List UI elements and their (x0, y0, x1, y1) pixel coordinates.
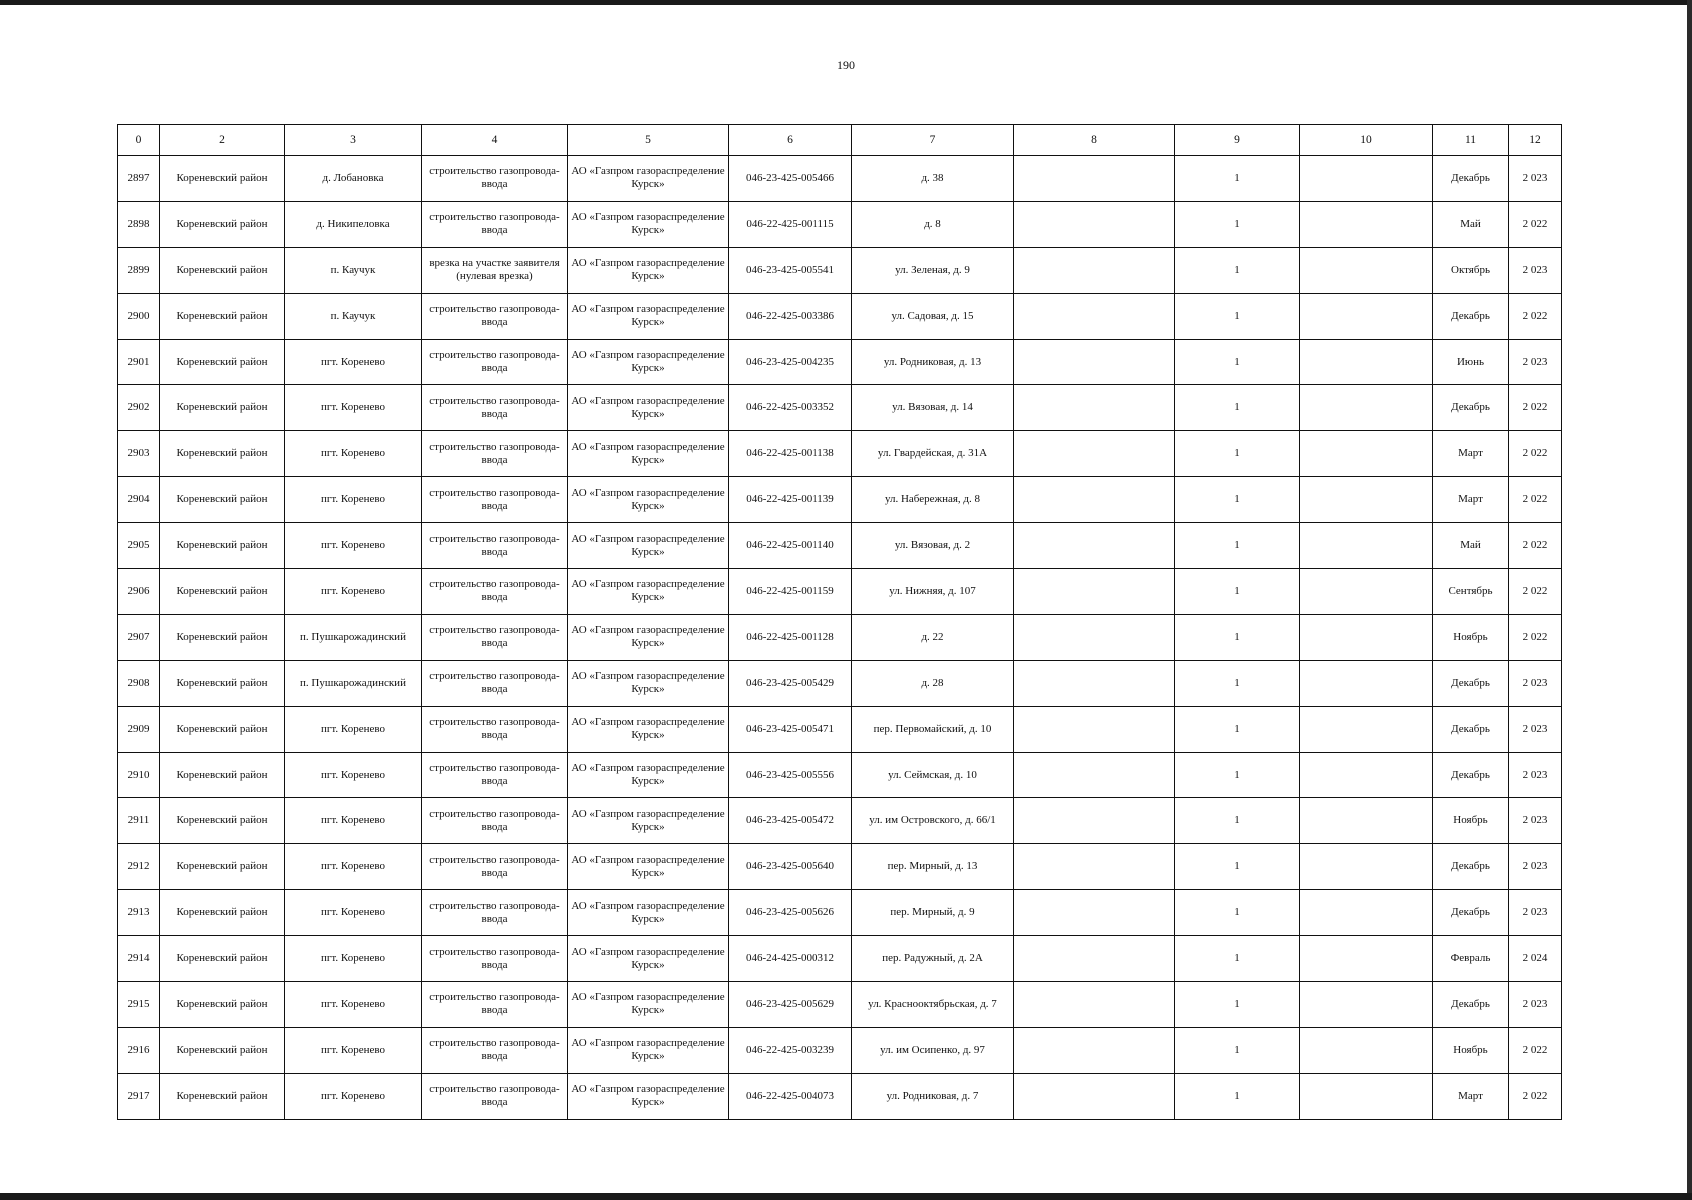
row-number-cell: 2908 (118, 660, 160, 706)
district-cell: Кореневский район (160, 385, 285, 431)
year-cell: 2 022 (1509, 201, 1562, 247)
column-8-cell (1014, 752, 1175, 798)
column-9-cell: 1 (1175, 293, 1300, 339)
table-row (118, 982, 1562, 1028)
column-10-cell (1300, 1073, 1433, 1119)
row-number-cell: 2903 (118, 431, 160, 477)
column-9-cell: 1 (1175, 614, 1300, 660)
work-type-cell: строительство газопровода-ввода (422, 201, 568, 247)
year-cell: 2 023 (1509, 752, 1562, 798)
organization-cell: АО «Газпром газораспределение Курск» (568, 982, 729, 1028)
year-cell: 2 023 (1509, 247, 1562, 293)
address-cell: ул. Садовая, д. 15 (852, 293, 1014, 339)
district-cell: Кореневский район (160, 844, 285, 890)
month-cell: Октябрь (1433, 247, 1509, 293)
table-row (118, 385, 1562, 431)
address-cell: пер. Мирный, д. 13 (852, 844, 1014, 890)
column-header: 2 (160, 125, 285, 156)
month-cell: Декабрь (1433, 385, 1509, 431)
work-type-cell: строительство газопровода-ввода (422, 523, 568, 569)
application-code-cell: 046-22-425-003386 (729, 293, 852, 339)
table-row (118, 614, 1562, 660)
year-cell: 2 023 (1509, 660, 1562, 706)
column-header: 3 (285, 125, 422, 156)
column-8-cell (1014, 982, 1175, 1028)
organization-cell: АО «Газпром газораспределение Курск» (568, 201, 729, 247)
table-row (118, 660, 1562, 706)
address-cell: д. 38 (852, 156, 1014, 202)
locality-cell: пгт. Коренево (285, 385, 422, 431)
district-cell: Кореневский район (160, 156, 285, 202)
row-number-cell: 2912 (118, 844, 160, 890)
year-cell: 2 023 (1509, 798, 1562, 844)
work-type-cell: строительство газопровода-ввода (422, 936, 568, 982)
column-8-cell (1014, 706, 1175, 752)
column-10-cell (1300, 339, 1433, 385)
column-10-cell (1300, 614, 1433, 660)
column-9-cell: 1 (1175, 477, 1300, 523)
application-code-cell: 046-23-425-005472 (729, 798, 852, 844)
district-cell: Кореневский район (160, 752, 285, 798)
work-type-cell: строительство газопровода-ввода (422, 569, 568, 615)
header-row (118, 125, 1562, 156)
column-9-cell: 1 (1175, 982, 1300, 1028)
row-number-cell: 2901 (118, 339, 160, 385)
column-10-cell (1300, 1027, 1433, 1073)
month-cell: Декабрь (1433, 844, 1509, 890)
application-code-cell: 046-24-425-000312 (729, 936, 852, 982)
page-number: 190 (837, 58, 855, 72)
work-type-cell: строительство газопровода-ввода (422, 477, 568, 523)
column-header: 12 (1509, 125, 1562, 156)
address-cell: ул. Гвардейская, д. 31А (852, 431, 1014, 477)
table-row (118, 523, 1562, 569)
year-cell: 2 023 (1509, 982, 1562, 1028)
column-10-cell (1300, 798, 1433, 844)
address-cell: ул. Краснооктябрьская, д. 7 (852, 982, 1014, 1028)
column-header: 10 (1300, 125, 1433, 156)
row-number-cell: 2914 (118, 936, 160, 982)
application-code-cell: 046-22-425-001140 (729, 523, 852, 569)
row-number-cell: 2898 (118, 201, 160, 247)
column-9-cell: 1 (1175, 339, 1300, 385)
row-number-cell: 2909 (118, 706, 160, 752)
organization-cell: АО «Газпром газораспределение Курск» (568, 477, 729, 523)
work-type-cell: строительство газопровода-ввода (422, 431, 568, 477)
district-cell: Кореневский район (160, 982, 285, 1028)
locality-cell: пгт. Коренево (285, 523, 422, 569)
column-9-cell: 1 (1175, 1073, 1300, 1119)
organization-cell: АО «Газпром газораспределение Курск» (568, 1073, 729, 1119)
application-code-cell: 046-22-425-001128 (729, 614, 852, 660)
column-9-cell: 1 (1175, 660, 1300, 706)
month-cell: Май (1433, 201, 1509, 247)
year-cell: 2 022 (1509, 614, 1562, 660)
year-cell: 2 023 (1509, 339, 1562, 385)
row-number-cell: 2910 (118, 752, 160, 798)
row-number-cell: 2913 (118, 890, 160, 936)
table-row (118, 1027, 1562, 1073)
column-10-cell (1300, 844, 1433, 890)
table-row (118, 247, 1562, 293)
column-9-cell: 1 (1175, 247, 1300, 293)
application-code-cell: 046-23-425-005471 (729, 706, 852, 752)
column-8-cell (1014, 798, 1175, 844)
table-row (118, 798, 1562, 844)
organization-cell: АО «Газпром газораспределение Курск» (568, 156, 729, 202)
month-cell: Март (1433, 1073, 1509, 1119)
application-code-cell: 046-23-425-005429 (729, 660, 852, 706)
month-cell: Декабрь (1433, 293, 1509, 339)
month-cell: Декабрь (1433, 660, 1509, 706)
application-code-cell: 046-22-425-003352 (729, 385, 852, 431)
data-table (117, 124, 1562, 1120)
work-type-cell: строительство газопровода-ввода (422, 752, 568, 798)
month-cell: Июнь (1433, 339, 1509, 385)
month-cell: Декабрь (1433, 752, 1509, 798)
application-code-cell: 046-23-425-004235 (729, 339, 852, 385)
column-10-cell (1300, 569, 1433, 615)
column-header: 6 (729, 125, 852, 156)
column-header: 4 (422, 125, 568, 156)
table-row (118, 936, 1562, 982)
column-8-cell (1014, 385, 1175, 431)
row-number-cell: 2900 (118, 293, 160, 339)
scan-edge-bottom (0, 1193, 1692, 1200)
locality-cell: пгт. Коренево (285, 1073, 422, 1119)
table-body (118, 156, 1562, 1120)
locality-cell: пгт. Коренево (285, 982, 422, 1028)
column-8-cell (1014, 844, 1175, 890)
table-row (118, 1073, 1562, 1119)
work-type-cell: строительство газопровода-ввода (422, 982, 568, 1028)
month-cell: Декабрь (1433, 890, 1509, 936)
work-type-cell: строительство газопровода-ввода (422, 890, 568, 936)
address-cell: ул. им Осипенко, д. 97 (852, 1027, 1014, 1073)
table-row (118, 293, 1562, 339)
row-number-cell: 2897 (118, 156, 160, 202)
month-cell: Ноябрь (1433, 1027, 1509, 1073)
address-cell: ул. Набережная, д. 8 (852, 477, 1014, 523)
year-cell: 2 022 (1509, 385, 1562, 431)
column-10-cell (1300, 431, 1433, 477)
column-9-cell: 1 (1175, 523, 1300, 569)
work-type-cell: строительство газопровода-ввода (422, 706, 568, 752)
locality-cell: д. Лобановка (285, 156, 422, 202)
column-8-cell (1014, 660, 1175, 706)
table-row (118, 890, 1562, 936)
address-cell: пер. Радужный, д. 2А (852, 936, 1014, 982)
application-code-cell: 046-23-425-005466 (729, 156, 852, 202)
row-number-cell: 2902 (118, 385, 160, 431)
locality-cell: п. Каучук (285, 293, 422, 339)
table-row (118, 477, 1562, 523)
month-cell: Март (1433, 431, 1509, 477)
column-10-cell (1300, 752, 1433, 798)
district-cell: Кореневский район (160, 569, 285, 615)
address-cell: д. 28 (852, 660, 1014, 706)
column-10-cell (1300, 293, 1433, 339)
organization-cell: АО «Газпром газораспределение Курск» (568, 339, 729, 385)
column-8-cell (1014, 936, 1175, 982)
organization-cell: АО «Газпром газораспределение Курск» (568, 569, 729, 615)
application-code-cell: 046-23-425-005626 (729, 890, 852, 936)
address-cell: ул. Родниковая, д. 7 (852, 1073, 1014, 1119)
locality-cell: пгт. Коренево (285, 890, 422, 936)
organization-cell: АО «Газпром газораспределение Курск» (568, 523, 729, 569)
column-8-cell (1014, 477, 1175, 523)
district-cell: Кореневский район (160, 936, 285, 982)
column-8-cell (1014, 293, 1175, 339)
locality-cell: п. Каучук (285, 247, 422, 293)
row-number-cell: 2905 (118, 523, 160, 569)
column-10-cell (1300, 156, 1433, 202)
month-cell: Сентябрь (1433, 569, 1509, 615)
application-code-cell: 046-22-425-004073 (729, 1073, 852, 1119)
address-cell: ул. Вязовая, д. 14 (852, 385, 1014, 431)
table-row (118, 844, 1562, 890)
district-cell: Кореневский район (160, 706, 285, 752)
application-code-cell: 046-22-425-001138 (729, 431, 852, 477)
work-type-cell: строительство газопровода-ввода (422, 385, 568, 431)
district-cell: Кореневский район (160, 431, 285, 477)
address-cell: ул. им Островского, д. 66/1 (852, 798, 1014, 844)
column-9-cell: 1 (1175, 385, 1300, 431)
column-header: 5 (568, 125, 729, 156)
application-code-cell: 046-23-425-005640 (729, 844, 852, 890)
work-type-cell: строительство газопровода-ввода (422, 614, 568, 660)
work-type-cell: врезка на участке заявителя (нулевая врезка) (422, 247, 568, 293)
organization-cell: АО «Газпром газораспределение Курск» (568, 385, 729, 431)
column-header: 0 (118, 125, 160, 156)
address-cell: пер. Первомайский, д. 10 (852, 706, 1014, 752)
locality-cell: д. Никипеловка (285, 201, 422, 247)
table-row (118, 706, 1562, 752)
organization-cell: АО «Газпром газораспределение Курск» (568, 752, 729, 798)
column-9-cell: 1 (1175, 706, 1300, 752)
year-cell: 2 022 (1509, 569, 1562, 615)
locality-cell: пгт. Коренево (285, 569, 422, 615)
column-10-cell (1300, 523, 1433, 569)
year-cell: 2 022 (1509, 477, 1562, 523)
column-8-cell (1014, 569, 1175, 615)
application-code-cell: 046-23-425-005556 (729, 752, 852, 798)
address-cell: ул. Нижняя, д. 107 (852, 569, 1014, 615)
district-cell: Кореневский район (160, 614, 285, 660)
column-9-cell: 1 (1175, 156, 1300, 202)
year-cell: 2 022 (1509, 293, 1562, 339)
work-type-cell: строительство газопровода-ввода (422, 1073, 568, 1119)
organization-cell: АО «Газпром газораспределение Курск» (568, 431, 729, 477)
locality-cell: пгт. Коренево (285, 752, 422, 798)
organization-cell: АО «Газпром газораспределение Курск» (568, 1027, 729, 1073)
work-type-cell: строительство газопровода-ввода (422, 156, 568, 202)
locality-cell: пгт. Коренево (285, 1027, 422, 1073)
organization-cell: АО «Газпром газораспределение Курск» (568, 844, 729, 890)
table-row (118, 752, 1562, 798)
scan-edge-right (1687, 0, 1692, 1200)
locality-cell: пгт. Коренево (285, 936, 422, 982)
column-8-cell (1014, 523, 1175, 569)
year-cell: 2 022 (1509, 523, 1562, 569)
year-cell: 2 023 (1509, 156, 1562, 202)
district-cell: Кореневский район (160, 247, 285, 293)
row-number-cell: 2907 (118, 614, 160, 660)
organization-cell: АО «Газпром газораспределение Курск» (568, 614, 729, 660)
district-cell: Кореневский район (160, 1073, 285, 1119)
organization-cell: АО «Газпром газораспределение Курск» (568, 798, 729, 844)
column-8-cell (1014, 156, 1175, 202)
organization-cell: АО «Газпром газораспределение Курск» (568, 247, 729, 293)
column-8-cell (1014, 339, 1175, 385)
work-type-cell: строительство газопровода-ввода (422, 1027, 568, 1073)
address-cell: ул. Зеленая, д. 9 (852, 247, 1014, 293)
row-number-cell: 2915 (118, 982, 160, 1028)
work-type-cell: строительство газопровода-ввода (422, 798, 568, 844)
column-9-cell: 1 (1175, 752, 1300, 798)
column-header: 8 (1014, 125, 1175, 156)
district-cell: Кореневский район (160, 477, 285, 523)
address-cell: д. 22 (852, 614, 1014, 660)
month-cell: Декабрь (1433, 156, 1509, 202)
locality-cell: пгт. Коренево (285, 477, 422, 523)
column-10-cell (1300, 201, 1433, 247)
column-9-cell: 1 (1175, 844, 1300, 890)
work-type-cell: строительство газопровода-ввода (422, 844, 568, 890)
locality-cell: п. Пушкарожадинский (285, 614, 422, 660)
table-row (118, 156, 1562, 202)
column-9-cell: 1 (1175, 890, 1300, 936)
year-cell: 2 023 (1509, 844, 1562, 890)
row-number-cell: 2917 (118, 1073, 160, 1119)
district-cell: Кореневский район (160, 890, 285, 936)
district-cell: Кореневский район (160, 339, 285, 385)
application-code-cell: 046-22-425-001115 (729, 201, 852, 247)
row-number-cell: 2906 (118, 569, 160, 615)
column-9-cell: 1 (1175, 569, 1300, 615)
row-number-cell: 2911 (118, 798, 160, 844)
column-10-cell (1300, 385, 1433, 431)
column-8-cell (1014, 1073, 1175, 1119)
column-9-cell: 1 (1175, 798, 1300, 844)
month-cell: Ноябрь (1433, 798, 1509, 844)
column-9-cell: 1 (1175, 201, 1300, 247)
month-cell: Февраль (1433, 936, 1509, 982)
year-cell: 2 022 (1509, 431, 1562, 477)
column-header: 11 (1433, 125, 1509, 156)
organization-cell: АО «Газпром газораспределение Курск» (568, 706, 729, 752)
application-code-cell: 046-23-425-005541 (729, 247, 852, 293)
column-9-cell: 1 (1175, 936, 1300, 982)
column-8-cell (1014, 431, 1175, 477)
district-cell: Кореневский район (160, 293, 285, 339)
column-8-cell (1014, 614, 1175, 660)
address-cell: ул. Родниковая, д. 13 (852, 339, 1014, 385)
application-code-cell: 046-22-425-001139 (729, 477, 852, 523)
application-code-cell: 046-22-425-003239 (729, 1027, 852, 1073)
address-cell: ул. Вязовая, д. 2 (852, 523, 1014, 569)
table-row (118, 201, 1562, 247)
address-cell: пер. Мирный, д. 9 (852, 890, 1014, 936)
column-10-cell (1300, 477, 1433, 523)
work-type-cell: строительство газопровода-ввода (422, 339, 568, 385)
column-8-cell (1014, 247, 1175, 293)
column-9-cell: 1 (1175, 431, 1300, 477)
column-8-cell (1014, 201, 1175, 247)
locality-cell: пгт. Коренево (285, 431, 422, 477)
month-cell: Декабрь (1433, 982, 1509, 1028)
year-cell: 2 022 (1509, 1027, 1562, 1073)
organization-cell: АО «Газпром газораспределение Курск» (568, 936, 729, 982)
table-row (118, 569, 1562, 615)
column-10-cell (1300, 706, 1433, 752)
application-code-cell: 046-22-425-001159 (729, 569, 852, 615)
locality-cell: пгт. Коренево (285, 798, 422, 844)
address-cell: ул. Сеймская, д. 10 (852, 752, 1014, 798)
row-number-cell: 2904 (118, 477, 160, 523)
month-cell: Декабрь (1433, 706, 1509, 752)
locality-cell: пгт. Коренево (285, 339, 422, 385)
column-10-cell (1300, 660, 1433, 706)
year-cell: 2 022 (1509, 1073, 1562, 1119)
column-9-cell: 1 (1175, 1027, 1300, 1073)
locality-cell: пгт. Коренево (285, 844, 422, 890)
year-cell: 2 024 (1509, 936, 1562, 982)
row-number-cell: 2916 (118, 1027, 160, 1073)
district-cell: Кореневский район (160, 523, 285, 569)
year-cell: 2 023 (1509, 706, 1562, 752)
column-header: 7 (852, 125, 1014, 156)
month-cell: Ноябрь (1433, 614, 1509, 660)
organization-cell: АО «Газпром газораспределение Курск» (568, 890, 729, 936)
locality-cell: пгт. Коренево (285, 706, 422, 752)
work-type-cell: строительство газопровода-ввода (422, 293, 568, 339)
column-10-cell (1300, 247, 1433, 293)
column-10-cell (1300, 982, 1433, 1028)
district-cell: Кореневский район (160, 201, 285, 247)
locality-cell: п. Пушкарожадинский (285, 660, 422, 706)
organization-cell: АО «Газпром газораспределение Курск» (568, 293, 729, 339)
address-cell: д. 8 (852, 201, 1014, 247)
row-number-cell: 2899 (118, 247, 160, 293)
district-cell: Кореневский район (160, 660, 285, 706)
month-cell: Март (1433, 477, 1509, 523)
column-10-cell (1300, 936, 1433, 982)
column-header: 9 (1175, 125, 1300, 156)
table-row (118, 339, 1562, 385)
work-type-cell: строительство газопровода-ввода (422, 660, 568, 706)
column-10-cell (1300, 890, 1433, 936)
column-8-cell (1014, 890, 1175, 936)
district-cell: Кореневский район (160, 798, 285, 844)
column-8-cell (1014, 1027, 1175, 1073)
month-cell: Май (1433, 523, 1509, 569)
table-row (118, 431, 1562, 477)
year-cell: 2 023 (1509, 890, 1562, 936)
organization-cell: АО «Газпром газораспределение Курск» (568, 660, 729, 706)
scan-edge-top (0, 0, 1692, 5)
district-cell: Кореневский район (160, 1027, 285, 1073)
application-code-cell: 046-23-425-005629 (729, 982, 852, 1028)
